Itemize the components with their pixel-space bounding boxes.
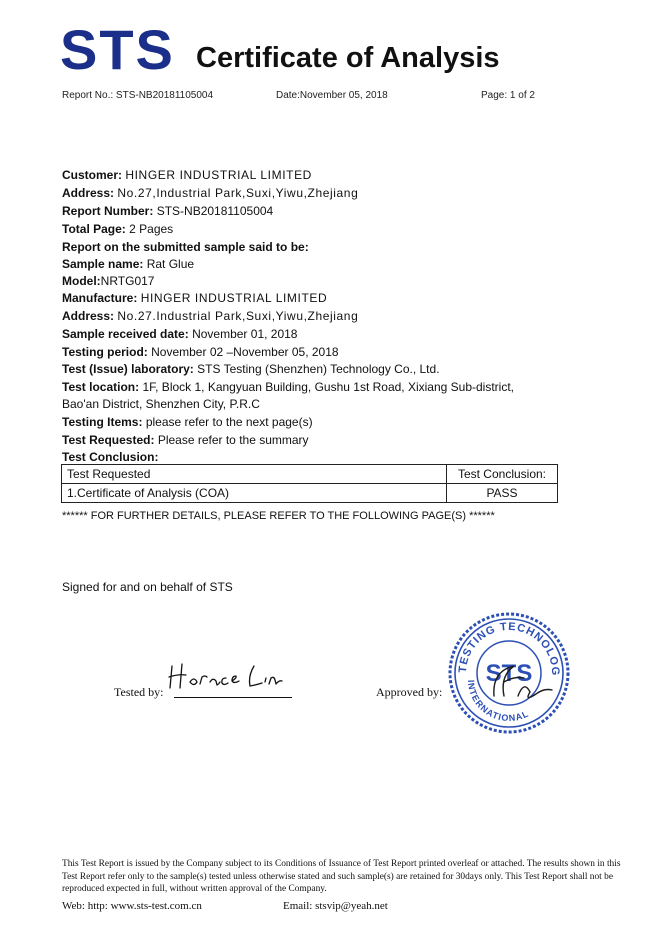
customer-address-field: Address: No.27,Industrial Park,Suxi,Yiwu,Zhejiang (62, 186, 359, 200)
report-number-field: Report Number: STS-NB20181105004 (62, 204, 274, 218)
table-row (62, 484, 558, 503)
table-header-cell: Test Conclusion: (447, 465, 558, 484)
svg-text:STS: STS (485, 660, 533, 687)
manufacture-address-field: Address: No.27.Industrial Park,Suxi,Yiwu,Zhejiang (62, 309, 359, 323)
model-field: Model:NRTG017 (62, 274, 155, 288)
report-disclaimer: This Test Report is issued by the Company subject to its Conditions of Issuance of Test Report printed overleaf or attached. The results shown in this Test Report refer only to the sample(s) tested unless otherwise stated and such sample(s) are retained for 30days only. This Test Report shall not be reproduced expected in full, without written approval of the Company. (62, 859, 621, 894)
svg-text:TESTING TECHNOLOG: TESTING TECHNOLOG (456, 620, 562, 677)
total-page-field: Total Page: 2 Pages (62, 222, 174, 236)
report-number-header: Report No.: STS-NB20181105004 (62, 90, 214, 101)
table-header-row (62, 465, 558, 484)
submitted-sample-heading: Report on the submitted sample said to be: (62, 240, 309, 254)
document-title: Certificate of Analysis (196, 42, 500, 74)
tested-by-label: Tested by: (114, 685, 164, 699)
table-header-cell: Test Requested (62, 465, 447, 484)
test-requested-field: Test Requested: Please refer to the summary (62, 433, 309, 447)
tested-by-signature (166, 660, 286, 696)
signed-on-behalf: Signed for and on behalf of STS (62, 580, 233, 594)
approved-by-label: Approved by: (376, 685, 443, 699)
report-date-header: Date:November 05, 2018 (276, 90, 388, 101)
signature-line (174, 697, 292, 698)
email-link[interactable]: Email: stsvip@yeah.net (283, 900, 388, 912)
testing-period-field: Testing period: November 02 –November 05, 2018 (62, 345, 339, 359)
testing-items-field: Testing Items: please refer to the next page(s) (62, 415, 313, 429)
test-location-continued: Bao'an District, Shenzhen City, P.R.C (62, 397, 260, 411)
table-cell: PASS (447, 484, 558, 503)
manufacture-field: Manufacture: HINGER INDUSTRIAL LIMITED (62, 291, 328, 305)
page-number-header: Page: 1 of 2 (481, 90, 535, 101)
sample-received-date-field: Sample received date: November 01, 2018 (62, 327, 298, 341)
svg-text:INTERNATIONAL: INTERNATIONAL (465, 679, 531, 724)
test-conclusion-heading: Test Conclusion: (62, 450, 159, 464)
customer-field: Customer: HINGER INDUSTRIAL LIMITED (62, 168, 312, 182)
table-cell: 1.Certificate of Analysis (COA) (62, 484, 447, 503)
further-details-note: ****** FOR FURTHER DETAILS, PLEASE REFER TO THE FOLLOWING PAGE(S) ****** (62, 510, 495, 522)
test-laboratory-field: Test (Issue) laboratory: STS Testing (Shenzhen) Technology Co., Ltd. (62, 362, 440, 376)
results-table (61, 464, 558, 503)
sts-logo: STS (60, 18, 175, 81)
sample-name-field: Sample name: Rat Glue (62, 257, 195, 271)
sts-company-seal (446, 610, 572, 736)
website-link[interactable]: Web: http: www.sts-test.com.cn (62, 900, 202, 912)
test-location-field: Test location: 1F, Block 1, Kangyuan Building, Gushu 1st Road, Xixiang Sub-district, (62, 380, 515, 394)
